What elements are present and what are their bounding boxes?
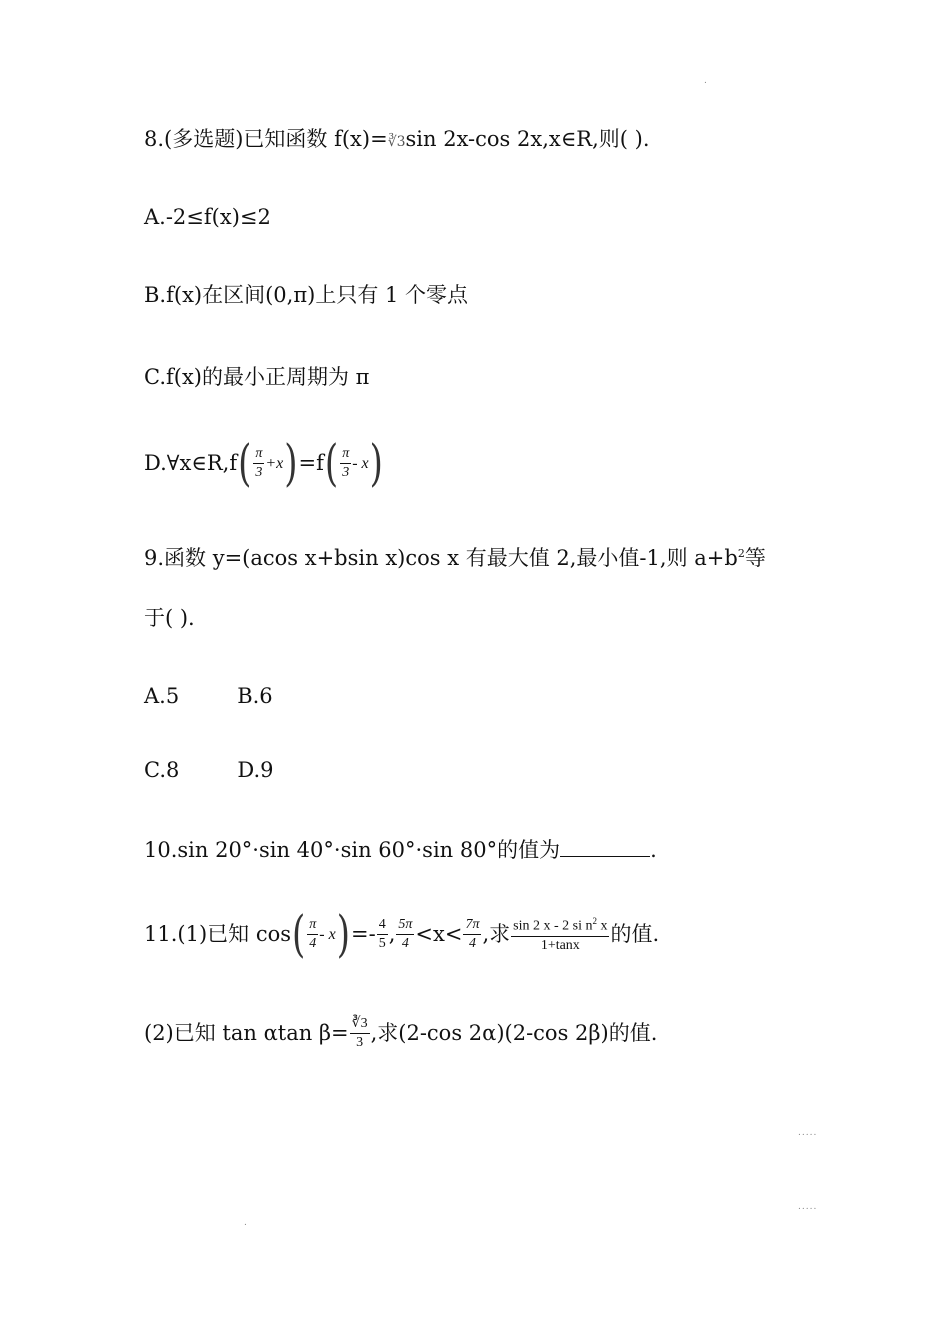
q8-stem-prefix: 8.(多选题)已知函数 f(x)= — [144, 127, 388, 151]
q9-options-row2 — [144, 760, 273, 781]
q9-option-b: B.6 — [237, 684, 273, 708]
fraction-trig-expression: $\frac{\sin 2 x - 2 si n^2 x}{1+\tan x}$ — [513, 916, 608, 953]
q11-p1-prefix: 11.(1)已知 cos — [144, 922, 291, 947]
decorative-dots: . — [244, 1218, 248, 1228]
fraction-7pi-over-4: $\frac{7\pi}{4}$ — [465, 917, 480, 952]
fraction-5pi-over-4: $\frac{5\pi}{4}$ — [398, 917, 413, 952]
q9-option-a: A.5 — [144, 684, 180, 708]
q9-stem-line2: 于( ). — [144, 606, 195, 630]
right-paren: ) — [284, 434, 298, 493]
left-paren: ( — [324, 434, 339, 493]
q8-d-minus-x: - x — [352, 454, 369, 472]
q9-stem-line1: 9.函数 y=(acos x+bsin x)cos x 有最大值 2,最小值-1,则 $a+b^2$等 — [144, 546, 766, 570]
q9-exponent: 2 — [737, 547, 745, 560]
q10-stem: 10.sin 20°·sin 40°·sin 60°·sin 80°的值为 . — [144, 838, 657, 862]
right-paren: ) — [336, 905, 350, 964]
q8-stem-suffix: sin 2x-cos 2x,x∈R,则( ). — [405, 127, 650, 151]
left-paren: ( — [238, 434, 252, 493]
decorative-dots: ..... — [798, 1202, 818, 1212]
fraction-pi-over-4: $\frac{\pi}{4}$ — [309, 917, 317, 952]
q8-d-middle: =f — [298, 451, 324, 476]
q8-d-plus-x: +x — [265, 454, 284, 472]
fraction-pi-over-3: $\frac{\pi}{3}$ — [255, 446, 263, 481]
q11-part1: 11.(1)已知 cos ( $\frac{\pi}{4}$ - x ) =- $\frac{4}{5}$ , $\frac{5\pi}{4}$ <x< $\frac{7\pi}{4}$ ,求 $\frac{\sin 2 x - 2 si n^2 x}{1+\tan x}$ 的值. — [144, 905, 660, 964]
q9-option-c: C.8 — [144, 758, 180, 782]
decorative-dots: ..... — [798, 1128, 818, 1138]
q8-option-a: A.-2≤f(x)≤2 — [144, 205, 271, 229]
q9-option-d: D.9 — [237, 758, 274, 782]
left-paren: ( — [292, 905, 306, 964]
right-paren: ) — [369, 434, 383, 493]
cube-root-symbol: ∛3 — [387, 134, 406, 150]
q8-option-b: B.f(x)在区间(0,π)上只有 1 个零点 — [144, 283, 469, 307]
fraction-pi-over-3: $\frac{\pi}{3}$ — [342, 446, 350, 481]
fraction-4-over-5: $\frac{4}{5}$ — [378, 917, 386, 952]
q9-options-row1 — [144, 686, 273, 707]
decorative-dots: . — [704, 76, 708, 86]
fraction-cbrt3-over-3: $\frac{∛3}{3}$ — [351, 1016, 368, 1051]
q11-part2: (2)已知 tan αtan β= $\frac{∛3}{3}$ ,求(2-cos 2α)(2-cos 2β)的值. — [144, 1016, 658, 1051]
q8-option-d — [144, 434, 384, 493]
answer-blank[interactable] — [560, 838, 650, 857]
q8-option-c: C.f(x)的最小正周期为 π — [144, 365, 370, 389]
q8-d-prefix: D.∀x∈R,f — [144, 451, 238, 476]
q8-stem — [144, 129, 650, 150]
